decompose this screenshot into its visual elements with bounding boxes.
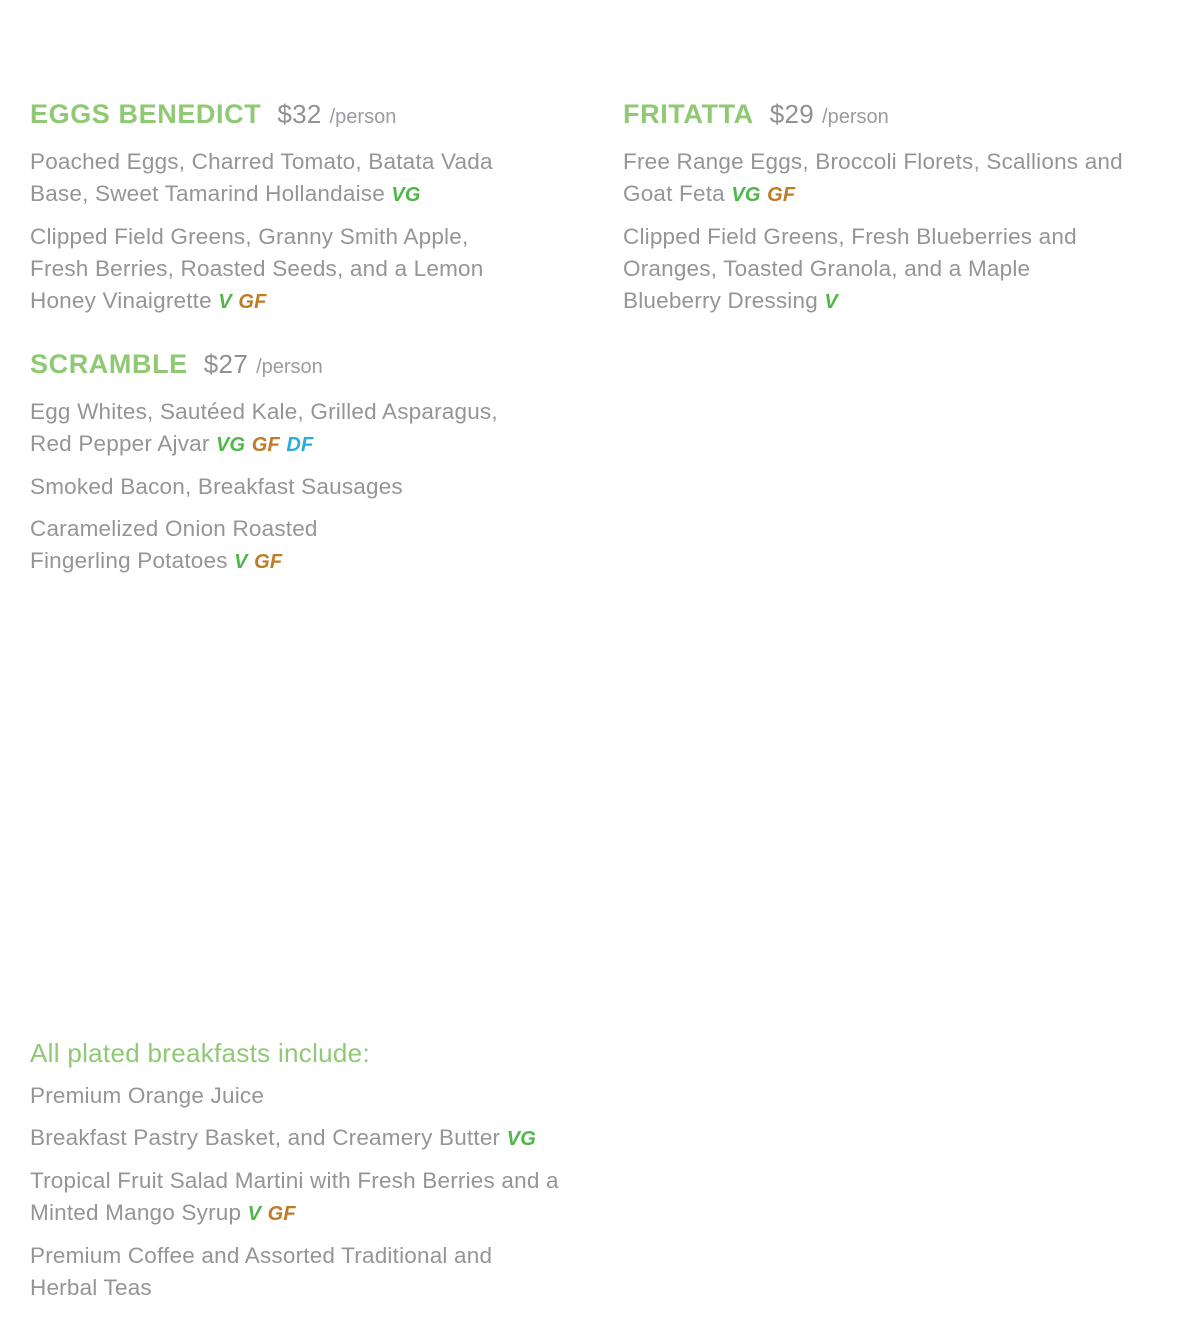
includes-item xyxy=(30,1080,670,1112)
description-line: Premium Orange Juice xyxy=(30,1083,265,1108)
menu-section-eggs-benedict xyxy=(30,98,623,318)
description-line: Base, Sweet Tamarind Hollandaise xyxy=(30,181,385,206)
description-line: Minted Mango Syrup xyxy=(30,1200,242,1225)
menu-item-price: $27 xyxy=(203,349,249,379)
description-line: Premium Coffee and Assorted Traditional and xyxy=(30,1243,493,1268)
diet-tag: V xyxy=(218,291,232,313)
diet-tag: V xyxy=(234,551,248,573)
menu-item-name: SCRAMBLE xyxy=(30,349,188,379)
diet-tag: VG xyxy=(391,184,421,206)
description-line: Smoked Bacon, Breakfast Sausages xyxy=(30,474,403,499)
description-line: Red Pepper Ajvar xyxy=(30,431,210,456)
description-line: Clipped Field Greens, Fresh Blueberries and xyxy=(623,224,1077,249)
diet-tag: GF xyxy=(238,291,267,313)
includes-item xyxy=(30,1240,670,1304)
menu-item-description xyxy=(623,146,1180,211)
includes-heading: All plated breakfasts include: xyxy=(30,1038,370,1068)
diet-tag: GF xyxy=(251,434,280,456)
diet-tag: GF xyxy=(254,551,283,573)
diet-tag: VG xyxy=(216,434,246,456)
menu-section-fritatta xyxy=(623,98,1180,318)
diet-tag: GF xyxy=(267,1203,296,1225)
menu-section-header xyxy=(30,98,623,133)
menu-item-description xyxy=(30,221,623,318)
diet-tag: V xyxy=(247,1203,262,1225)
menu-item-price: $32 xyxy=(277,99,322,129)
diet-tag: VG xyxy=(506,1128,536,1150)
menu-column-right xyxy=(623,98,1180,578)
menu-item-price: $29 xyxy=(769,99,815,129)
menu-section-header xyxy=(623,98,1180,133)
description-line: Breakfast Pastry Basket, and Creamery Butter xyxy=(30,1125,501,1150)
menu-section-header xyxy=(30,348,623,383)
diet-tag: V xyxy=(824,291,838,313)
description-line: Blueberry Dressing xyxy=(623,288,818,313)
menu-columns xyxy=(30,98,1180,578)
diet-tag: DF xyxy=(286,434,314,456)
description-line: Fresh Berries, Roasted Seeds, and a Lemon xyxy=(30,256,484,281)
description-line: Poached Eggs, Charred Tomato, Batata Vada xyxy=(30,149,493,174)
description-line: Fingerling Potatoes xyxy=(30,548,228,573)
description-line: Goat Feta xyxy=(623,181,725,206)
menu-item-price-unit: /person xyxy=(329,106,397,128)
menu-item-description xyxy=(30,513,623,578)
menu-item-price-unit: /person xyxy=(822,106,889,128)
menu-item-description xyxy=(30,146,623,211)
menu-item-name: FRITATTA xyxy=(623,99,754,129)
menu-item-price-unit: /person xyxy=(256,356,323,378)
diet-tag: VG xyxy=(731,184,761,206)
includes-section xyxy=(30,1036,670,1304)
menu-column-left xyxy=(30,98,623,578)
description-line: Caramelized Onion Roasted xyxy=(30,516,318,541)
description-line: Herbal Teas xyxy=(30,1275,152,1300)
menu-item-description xyxy=(623,221,1180,318)
menu-item-name: EGGS BENEDICT xyxy=(30,99,262,129)
description-line: Clipped Field Greens, Granny Smith Apple, xyxy=(30,224,469,249)
description-line: Oranges, Toasted Granola, and a Maple xyxy=(623,256,1031,281)
description-line: Free Range Eggs, Broccoli Florets, Scallions and xyxy=(623,149,1123,174)
description-line: Tropical Fruit Salad Martini with Fresh Berries and a xyxy=(30,1168,559,1193)
description-line: Honey Vinaigrette xyxy=(30,288,212,313)
includes-item xyxy=(30,1165,670,1230)
diet-tag: GF xyxy=(767,184,796,206)
menu-item-description xyxy=(30,471,623,503)
includes-item xyxy=(30,1122,670,1155)
menu-section-scramble xyxy=(30,348,623,578)
description-line: Egg Whites, Sautéed Kale, Grilled Asparagus, xyxy=(30,399,498,424)
menu-item-description xyxy=(30,396,623,461)
